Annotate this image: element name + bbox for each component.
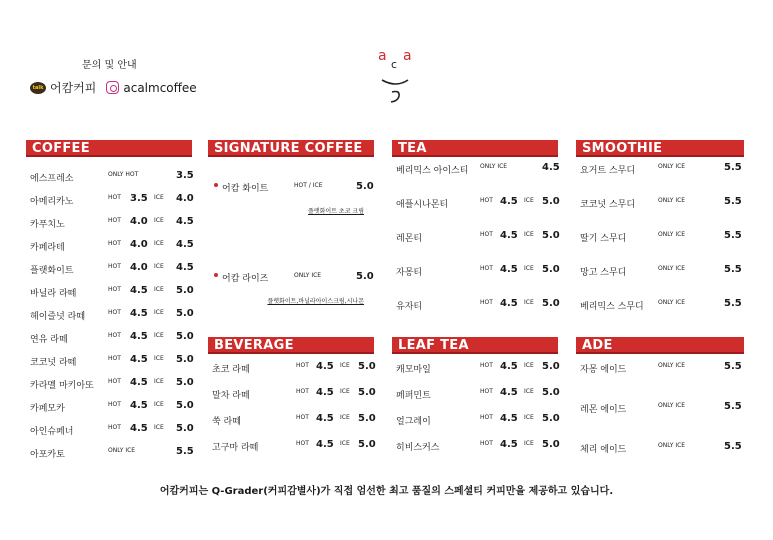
ice-tag: ICE [154, 332, 164, 339]
item-name: 체리 에이드 [580, 445, 627, 455]
item-name: 요거트 스무디 [580, 166, 636, 176]
hot-price: 4.0 [130, 262, 148, 273]
leaf-tea-list [392, 356, 558, 460]
item-name: 카라멜 마키아또 [30, 381, 94, 391]
price: 5.0 [356, 271, 374, 282]
price: 5.0 [542, 387, 560, 398]
ade-header: ADE [576, 337, 744, 354]
price: 5.0 [358, 387, 376, 398]
temp-tag: ONLY ICE [658, 197, 686, 204]
menu-item [576, 293, 744, 327]
hot-tag: HOT [108, 309, 121, 316]
ice-tag: ICE [340, 440, 350, 447]
menu-item [392, 382, 558, 408]
item-name: 자몽티 [396, 268, 423, 278]
price: 5.0 [176, 285, 194, 296]
item-name: 히비스커스 [396, 443, 440, 453]
ice-tag: ICE [154, 401, 164, 408]
item-name: 에스프레소 [30, 174, 74, 184]
item-name: 어캄 화이트 [222, 184, 269, 194]
item-name: 카페라테 [30, 243, 65, 253]
contact-info [30, 56, 210, 96]
hot-price: 4.5 [500, 387, 518, 398]
hot-tag: HOT [108, 286, 121, 293]
price: 5.0 [542, 196, 560, 207]
coffee-section [26, 140, 192, 464]
menu-item [26, 372, 192, 395]
hot-tag: HOT [108, 240, 121, 247]
hot-price: 4.5 [316, 387, 334, 398]
menu-item [576, 225, 744, 259]
hot-tag: HOT [480, 197, 493, 204]
hot-price: 4.0 [130, 239, 148, 250]
hot-price: 4.5 [500, 196, 518, 207]
temp-tag: ONLY ICE [658, 299, 686, 306]
price: 5.0 [358, 361, 376, 372]
item-name: 아포카토 [30, 450, 65, 460]
item-name: 말차 라떼 [212, 391, 250, 401]
hot-tag: HOT [108, 378, 121, 385]
hot-price: 4.5 [130, 354, 148, 365]
item-name: 연유 라떼 [30, 335, 68, 345]
ice-tag: ICE [524, 414, 534, 421]
hot-tag: HOT [108, 217, 121, 224]
item-name: 애플시나몬티 [396, 200, 449, 210]
price: 5.0 [358, 439, 376, 450]
hot-price: 4.5 [130, 400, 148, 411]
price: 5.0 [176, 377, 194, 388]
ice-tag: ICE [154, 217, 164, 224]
ice-tag: ICE [524, 362, 534, 369]
item-name: 자몽 에이드 [580, 365, 627, 375]
menu-item [576, 259, 744, 293]
menu-item [26, 211, 192, 234]
hot-price: 4.5 [500, 264, 518, 275]
signature-list [208, 157, 374, 337]
menu-item [208, 408, 374, 434]
hot-tag: HOT [480, 265, 493, 272]
ice-tag: ICE [154, 286, 164, 293]
menu-item [576, 436, 744, 476]
menu-item [392, 293, 558, 327]
price: 4.5 [176, 262, 194, 273]
ice-tag: ICE [340, 388, 350, 395]
menu-item [208, 382, 374, 408]
item-name: 플랫화이트 [30, 266, 74, 276]
item-description: 플랫화이트,바닐라아이스크림,시나몬 [267, 298, 364, 305]
item-name: 코코넛 라떼 [30, 358, 77, 368]
item-name: 코코넛 스무디 [580, 200, 636, 210]
signature-item [208, 181, 374, 221]
price: 5.5 [724, 401, 742, 412]
logo-a-right: a [403, 48, 412, 64]
bullet-dot [214, 183, 218, 187]
only-tag: ONLY HOT [108, 171, 139, 178]
menu-item [26, 441, 192, 464]
item-name: 카푸치노 [30, 220, 65, 230]
temp-tag: ONLY ICE [658, 442, 686, 449]
menu-item [576, 191, 744, 225]
price: 5.5 [724, 441, 742, 452]
only-tag: ONLY ICE [108, 447, 136, 454]
price: 5.5 [724, 196, 742, 207]
inquiry-label: 문의 및 안내 [82, 60, 137, 71]
ice-tag: ICE [524, 440, 534, 447]
cafe-logo [372, 40, 422, 110]
ice-tag: ICE [524, 265, 534, 272]
hot-price: 3.5 [130, 193, 148, 204]
hot-price: 4.5 [130, 308, 148, 319]
price: 5.5 [724, 264, 742, 275]
footer-note: 어캄커피는 Q-Grader(커피감별사)가 직접 엄선한 최고 품질의 스페셜티 커피만을 제공하고 있습니다. [159, 486, 614, 497]
bullet-dot [214, 273, 218, 277]
menu-item [26, 257, 192, 280]
ice-tag: ICE [524, 197, 534, 204]
hot-price: 4.5 [500, 298, 518, 309]
temp-tag: ONLY ICE [658, 362, 686, 369]
ice-tag: ICE [340, 362, 350, 369]
hot-tag: HOT [296, 440, 309, 447]
item-name: 레몬티 [396, 234, 423, 244]
hot-price: 4.5 [500, 361, 518, 372]
price: 5.5 [724, 162, 742, 173]
item-name: 베리믹스 스무디 [580, 302, 644, 312]
ice-tag: ICE [154, 194, 164, 201]
price: 5.5 [724, 361, 742, 372]
hot-tag: HOT [480, 231, 493, 238]
ice-tag: ICE [340, 414, 350, 421]
menu-item [392, 356, 558, 382]
item-name: 쑥 라떼 [212, 417, 241, 427]
hot-tag: HOT [480, 299, 493, 306]
only-tag: ONLY ICE [480, 163, 508, 170]
instagram-icon [106, 81, 119, 94]
menu-item [576, 396, 744, 436]
hot-price: 4.5 [130, 423, 148, 434]
smoothie-list [576, 157, 744, 327]
hot-price: 4.5 [130, 331, 148, 342]
coffee-header: COFFEE [26, 140, 192, 157]
menu-item [26, 165, 192, 188]
hot-tag: HOT [296, 414, 309, 421]
hot-tag: HOT [108, 194, 121, 201]
beverage-list [208, 356, 374, 460]
price: 4.5 [176, 239, 194, 250]
menu-item [208, 434, 374, 460]
ice-tag: ICE [154, 355, 164, 362]
menu-item [26, 326, 192, 349]
item-description: 플랫화이트 초코 크림 [308, 208, 364, 215]
logo-smile [382, 80, 408, 84]
price: 5.0 [176, 308, 194, 319]
hot-tag: HOT [108, 355, 121, 362]
hot-price: 4.5 [500, 413, 518, 424]
price: 5.0 [176, 400, 194, 411]
menu-item [26, 188, 192, 211]
item-name: 망고 스무디 [580, 268, 627, 278]
signature-header: SIGNATURE COFFEE [208, 140, 374, 157]
hot-tag: HOT [480, 440, 493, 447]
ade-list [576, 356, 744, 476]
item-name: 고구마 라떼 [212, 443, 259, 453]
menu-item [26, 234, 192, 257]
hot-tag: HOT [296, 362, 309, 369]
hot-tag: HOT [108, 424, 121, 431]
ice-tag: ICE [154, 424, 164, 431]
signature-item [208, 271, 374, 311]
price: 3.5 [176, 170, 194, 181]
smoothie-section [576, 140, 744, 455]
price: 5.5 [176, 446, 194, 457]
hot-price: 4.5 [316, 439, 334, 450]
menu-item [576, 157, 744, 191]
menu-item [576, 356, 744, 396]
kakao-name: 어캄커피 [50, 81, 97, 95]
menu-item [26, 349, 192, 372]
hot-price: 4.5 [500, 439, 518, 450]
item-name: 딸기 스무디 [580, 234, 627, 244]
price: 5.0 [542, 264, 560, 275]
item-name: 페퍼민트 [396, 391, 431, 401]
menu-item [208, 356, 374, 382]
coffee-list [26, 165, 192, 464]
price: 5.0 [542, 361, 560, 372]
price: 5.0 [542, 413, 560, 424]
hot-tag: HOT [296, 388, 309, 395]
menu-item [26, 395, 192, 418]
menu-item [392, 157, 558, 191]
menu-item [392, 191, 558, 225]
price: 5.0 [176, 331, 194, 342]
menu-item [392, 408, 558, 434]
temp-tag: ONLY ICE [294, 272, 322, 279]
ice-tag: ICE [154, 240, 164, 247]
hot-price: 4.5 [500, 230, 518, 241]
item-name: 헤이즐넛 라떼 [30, 312, 86, 322]
leaf-tea-header: LEAF TEA [392, 337, 558, 354]
item-name: 바닐라 라떼 [30, 289, 77, 299]
menu-item [392, 259, 558, 293]
tea-list [392, 157, 558, 327]
signature-section [208, 140, 376, 453]
hot-tag: HOT [108, 263, 121, 270]
hot-price: 4.5 [316, 413, 334, 424]
price: 4.5 [542, 162, 560, 173]
item-name: 아메리카노 [30, 197, 74, 207]
price: 5.5 [724, 230, 742, 241]
tea-header: TEA [392, 140, 558, 157]
logo-a-left: a [378, 48, 387, 64]
hot-price: 4.5 [130, 285, 148, 296]
item-name: 베리믹스 아이스티 [396, 166, 469, 176]
price: 5.0 [358, 413, 376, 424]
hot-tag: HOT [108, 332, 121, 339]
item-name: 유자티 [396, 302, 423, 312]
temp-tag: ONLY ICE [658, 402, 686, 409]
menu-item [26, 280, 192, 303]
temp-tag: ONLY ICE [658, 163, 686, 170]
hot-price: 4.5 [316, 361, 334, 372]
price: 5.0 [542, 298, 560, 309]
instagram-handle: acalmcoffee [123, 80, 197, 95]
ice-tag: ICE [154, 378, 164, 385]
smoothie-header: SMOOTHIE [576, 140, 744, 157]
menu-item [392, 225, 558, 259]
hot-price: 4.0 [130, 216, 148, 227]
hot-tag: HOT [480, 362, 493, 369]
price: 5.0 [176, 423, 194, 434]
item-name: 캐모마일 [396, 365, 431, 375]
hot-tag: HOT [108, 401, 121, 408]
item-name: 초코 라떼 [212, 365, 250, 375]
menu-item [26, 418, 192, 441]
ice-tag: ICE [524, 299, 534, 306]
price: 5.0 [176, 354, 194, 365]
ice-tag: ICE [524, 388, 534, 395]
hot-price: 4.5 [130, 377, 148, 388]
beverage-header: BEVERAGE [208, 337, 374, 354]
price: 5.0 [542, 230, 560, 241]
item-name: 카페모카 [30, 404, 65, 414]
hot-tag: HOT [480, 388, 493, 395]
price: 5.5 [724, 298, 742, 309]
item-name: 어캄 라이즈 [222, 274, 269, 284]
price: 4.0 [176, 193, 194, 204]
temp-tag: ONLY ICE [658, 231, 686, 238]
menu-item [392, 434, 558, 460]
price: 4.5 [176, 216, 194, 227]
tea-section [392, 140, 560, 453]
temp-tag: ONLY ICE [658, 265, 686, 272]
ice-tag: ICE [154, 263, 164, 270]
contact-row [30, 79, 210, 96]
temp-tag: HOT / ICE [294, 182, 323, 189]
item-name: 레몬 에이드 [580, 405, 627, 415]
price: 5.0 [356, 181, 374, 192]
kakaotalk-icon: talk [30, 82, 46, 94]
item-name: 아인슈페너 [30, 427, 74, 437]
hot-tag: HOT [480, 414, 493, 421]
price: 5.0 [542, 439, 560, 450]
item-name: 얼그레이 [396, 417, 431, 427]
menu-item [26, 303, 192, 326]
logo-c: c [391, 58, 398, 71]
ice-tag: ICE [154, 309, 164, 316]
logo-mark [391, 92, 399, 103]
ice-tag: ICE [524, 231, 534, 238]
